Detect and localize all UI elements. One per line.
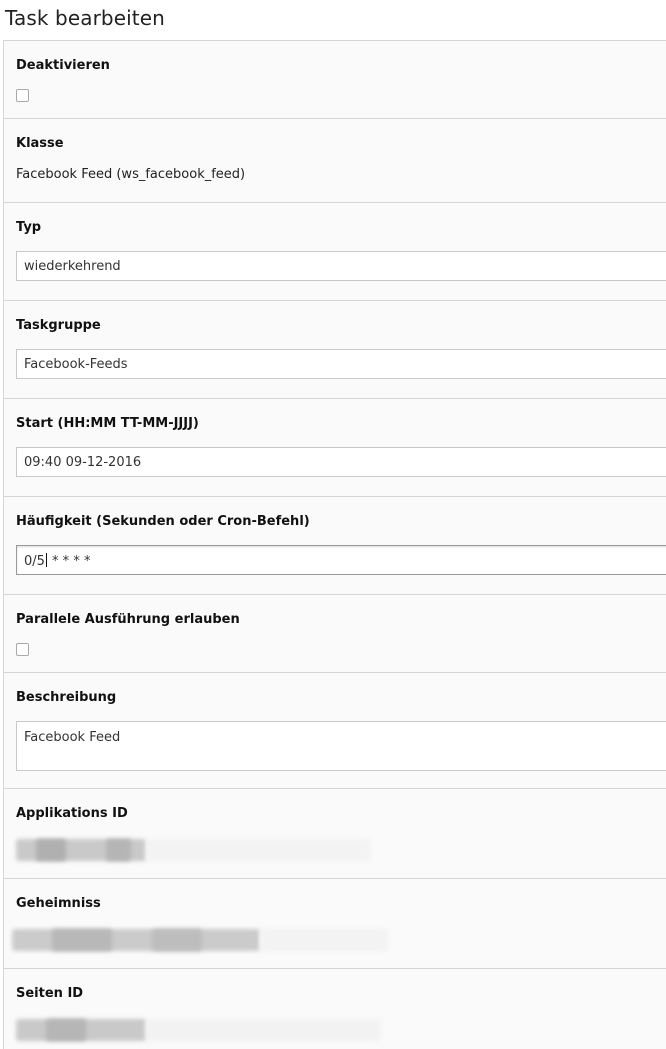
typ-select[interactable]: wiederkehrend: [16, 251, 666, 281]
seiten-id-label: Seiten ID: [16, 986, 84, 1001]
row-klasse: [4, 119, 666, 203]
row-parallel: [4, 595, 666, 673]
applikations-id-label: Applikations ID: [16, 806, 128, 821]
parallel-label: Parallele Ausführung erlauben: [16, 612, 240, 627]
typ-label: Typ: [16, 220, 42, 235]
page-title: Task bearbeiten: [5, 6, 165, 30]
text-caret: [46, 553, 47, 567]
seiten-id-redacted-value: [16, 1019, 386, 1041]
geheimniss-label: Geheimniss: [16, 896, 101, 911]
row-beschreibung: [4, 673, 666, 789]
haeufigkeit-input[interactable]: [16, 545, 666, 575]
beschreibung-textarea[interactable]: Facebook Feed: [16, 721, 666, 771]
row-deaktivieren: [4, 41, 666, 119]
row-seiten-id: [4, 969, 666, 1049]
start-label: Start (HH:MM TT-MM-JJJJ): [16, 416, 199, 431]
row-taskgruppe: [4, 301, 666, 399]
haeufigkeit-label: Häufigkeit (Sekunden oder Cron-Befehl): [16, 514, 310, 529]
haeufigkeit-value-before-caret: 0/5: [24, 554, 45, 569]
row-applikations-id: [4, 789, 666, 879]
start-input[interactable]: 09:40 09-12-2016: [16, 447, 666, 477]
deaktivieren-checkbox[interactable]: [16, 89, 29, 102]
row-haeufigkeit: [4, 497, 666, 595]
row-geheimniss: [4, 879, 666, 969]
task-edit-form: [3, 40, 666, 1049]
parallel-checkbox[interactable]: [16, 643, 29, 656]
applikations-id-redacted-value: [16, 839, 376, 861]
deaktivieren-label: Deaktivieren: [16, 58, 110, 73]
taskgruppe-select[interactable]: Facebook-Feeds: [16, 349, 666, 379]
taskgruppe-label: Taskgruppe: [16, 318, 101, 333]
klasse-value: Facebook Feed (ws_facebook_feed): [16, 167, 246, 182]
beschreibung-label: Beschreibung: [16, 690, 117, 705]
haeufigkeit-value-after-caret: * * * *: [47, 554, 91, 569]
klasse-label: Klasse: [16, 136, 64, 151]
row-start: [4, 399, 666, 497]
geheimniss-redacted-value: [12, 929, 392, 951]
row-typ: [4, 203, 666, 301]
